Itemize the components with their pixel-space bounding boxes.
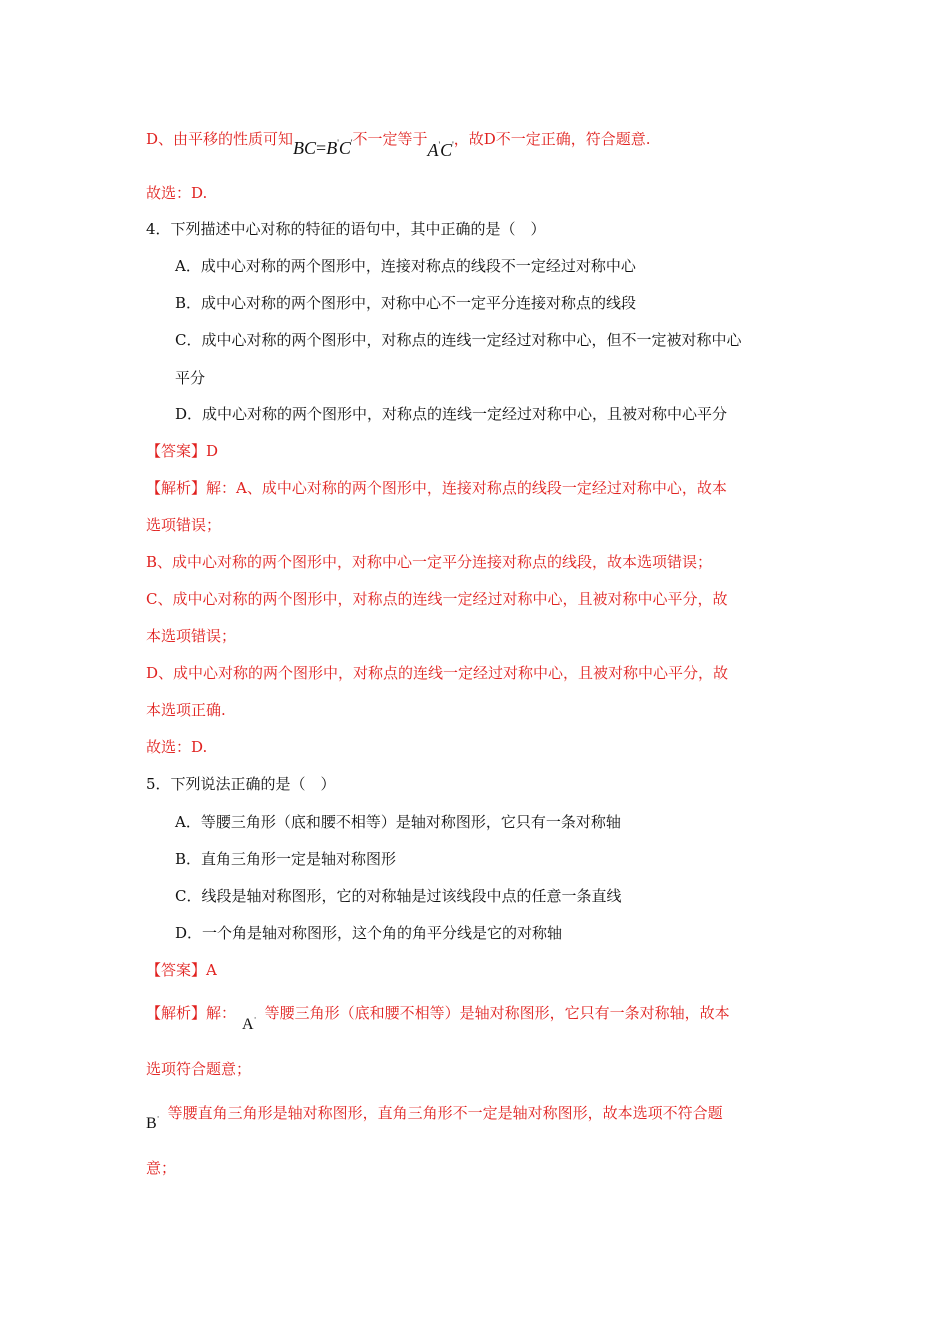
- q4-analysis-line: 选项错误；: [146, 516, 222, 534]
- q4-option-c-cont: 平分: [175, 369, 206, 387]
- q5-analysis-a-cont: 选项符合题意；: [146, 1060, 252, 1078]
- q3-d-mid: 不一定等于: [352, 130, 428, 148]
- q4-conclusion: 故选：D.: [146, 738, 208, 756]
- q4-analysis-line: C、成中心对称的两个图形中，对称点的连线一定经过对称中心，且被对称中心平分，故: [146, 590, 728, 608]
- q4-analysis-line: 【解析】解：A、成中心对称的两个图形中，连接对称点的线段一定经过对称中心，故本: [146, 479, 727, 497]
- q5-stem: 5．下列说法正确的是（ ）: [146, 775, 336, 793]
- q4-analysis-line: D、成中心对称的两个图形中，对称点的连线一定经过对称中心，且被对称中心平分，故: [146, 664, 729, 682]
- q5-analysis-a-text: 等腰三角形（底和腰不相等）是轴对称图形，它只有一条对称轴，故本: [264, 1004, 730, 1022]
- q4-option-d: D．成中心对称的两个图形中，对称点的连线一定经过对称中心，且被对称中心平分: [175, 405, 728, 423]
- q3-conclusion: 故选：D.: [146, 184, 208, 202]
- q5-option-a: A．等腰三角形（底和腰不相等）是轴对称图形，它只有一条对称轴: [175, 813, 621, 831]
- math-aprime-cprime: A'C': [427, 140, 454, 160]
- q5-analysis-prefix: 【解析】解：: [146, 1004, 237, 1022]
- math-letter-a: A·: [242, 1013, 257, 1033]
- q5-analysis-b: [146, 1097, 723, 1132]
- q3-d-prefix: D、由平移的性质可知: [146, 130, 294, 148]
- q4-analysis-line: 本选项错误；: [146, 627, 237, 645]
- q4-option-b: B．成中心对称的两个图形中，对称中心不一定平分连接对称点的线段: [175, 294, 637, 312]
- q5-analysis-b-text: 等腰直角三角形是轴对称图形，直角三角形不一定是轴对称图形，故本选项不符合题: [167, 1104, 723, 1122]
- q5-analysis-b-cont: 意；: [146, 1159, 177, 1177]
- q5-option-c: C．线段是轴对称图形，它的对称轴是过该线段中点的任意一条直线: [175, 887, 622, 905]
- q5-option-d: D．一个角是轴对称图形，这个角的角平分线是它的对称轴: [175, 924, 563, 942]
- q4-analysis-line: 本选项正确.: [146, 701, 226, 719]
- q5-analysis-a: [146, 997, 730, 1033]
- q5-option-b: B．直角三角形一定是轴对称图形: [175, 850, 397, 868]
- q4-analysis-line: B、成中心对称的两个图形中，对称中心一定平分连接对称点的线段，故本选项错误；: [146, 553, 713, 571]
- q4-option-a: A．成中心对称的两个图形中，连接对称点的线段不一定经过对称中心: [175, 257, 636, 275]
- math-bc-equals-bprime-cprime: BC=B'C': [293, 138, 353, 158]
- math-letter-b: B·: [146, 1112, 160, 1132]
- q4-stem: 4．下列描述中心对称的特征的语句中，其中正确的是（ ）: [146, 220, 546, 238]
- q4-answer: 【答案】D: [146, 442, 219, 460]
- q3-d-post: ，故D不一定正确，符合题意.: [453, 130, 651, 148]
- q5-answer: 【答案】A: [146, 961, 217, 979]
- q4-option-c: C．成中心对称的两个图形中，对称点的连线一定经过对称中心，但不一定被对称中心: [175, 331, 742, 349]
- q3-option-d-analysis: [146, 123, 651, 160]
